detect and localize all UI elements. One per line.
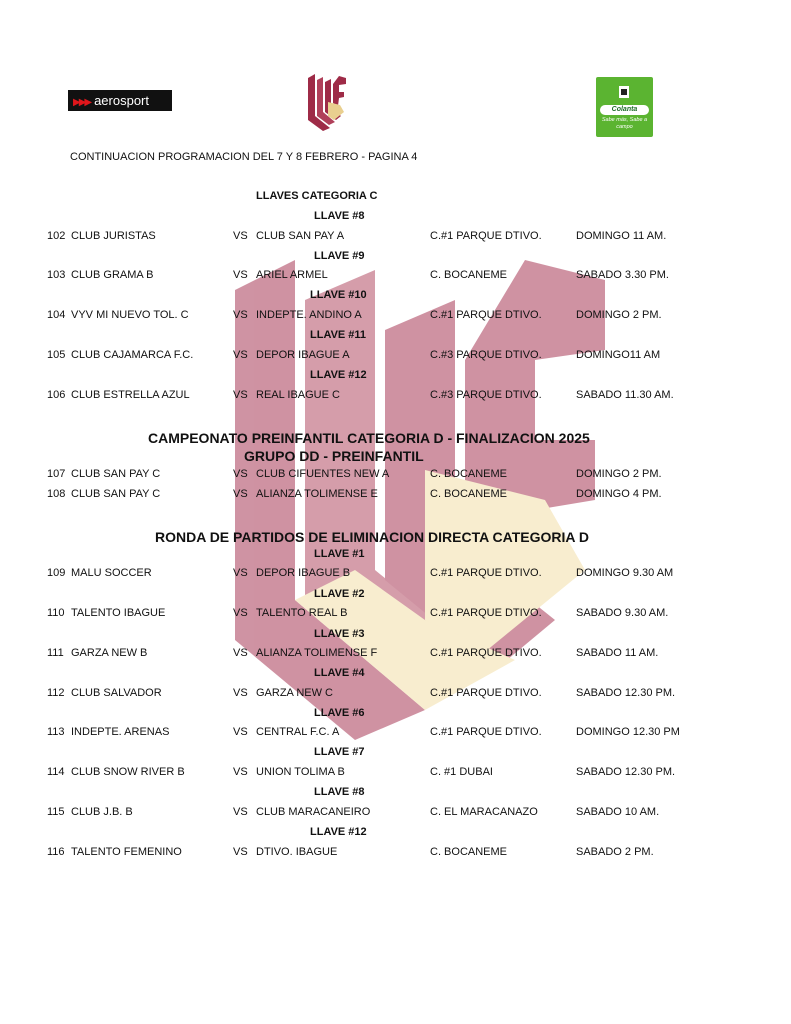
vs-label: VS <box>233 607 248 619</box>
vs-label: VS <box>233 687 248 699</box>
venue: C.#1 PARQUE DTIVO. <box>430 726 542 738</box>
match-time: SABADO 3.30 PM. <box>576 269 669 281</box>
match-time: SABADO 2 PM. <box>576 846 654 858</box>
match-number: 103 <box>47 269 66 281</box>
llave-label: LLAVE #8 <box>314 210 365 222</box>
venue: C.#3 PARQUE DTIVO. <box>430 349 542 361</box>
section2-subtitle: GRUPO DD - PREINFANTIL <box>244 448 424 464</box>
llave-label: LLAVE #2 <box>314 588 365 600</box>
match-number: 114 <box>47 766 65 778</box>
page-header-title: CONTINUACION PROGRAMACION DEL 7 Y 8 FEBRERO - PAGINA 4 <box>70 151 418 163</box>
home-team: TALENTO FEMENINO <box>71 846 182 858</box>
match-time: DOMINGO 2 PM. <box>576 468 662 480</box>
match-number: 112 <box>47 687 65 699</box>
away-team: CLUB SAN PAY A <box>256 230 345 242</box>
vs-label: VS <box>233 766 248 778</box>
away-team: DTIVO. IBAGUE <box>256 846 338 858</box>
venue: C. BOCANEME <box>430 269 508 281</box>
colanta-slogan: Sabe más, Sabe a campo <box>601 117 648 130</box>
home-team: CLUB SAN PAY C <box>71 488 161 500</box>
home-team: CLUB SAN PAY C <box>71 468 161 480</box>
home-team: CLUB CAJAMARCA F.C. <box>71 349 194 361</box>
match-number: 109 <box>47 567 66 579</box>
home-team: VYV MI NUEVO TOL. C <box>71 309 189 321</box>
match-number: 106 <box>47 389 66 401</box>
match-number: 104 <box>47 309 66 321</box>
match-time: SABADO 12.30 PM. <box>576 766 676 778</box>
match-number: 102 <box>47 230 66 242</box>
match-time: SABADO 10 AM. <box>576 806 660 818</box>
away-team: UNION TOLIMA B <box>256 766 345 778</box>
colanta-brand: Colanta <box>600 105 649 115</box>
away-team: REAL IBAGUE C <box>256 389 340 401</box>
vs-label: VS <box>233 230 248 242</box>
match-number: 110 <box>47 607 65 619</box>
venue: C. EL MARACANAZO <box>430 806 538 818</box>
vs-label: VS <box>233 309 248 321</box>
section2-title: CAMPEONATO PREINFANTIL CATEGORIA D - FINALIZACION 2025 <box>148 430 590 446</box>
llave-label: LLAVE #3 <box>314 628 365 640</box>
away-team: GARZA NEW C <box>256 687 334 699</box>
vs-label: VS <box>233 349 248 361</box>
away-team: CENTRAL F.C. A <box>256 726 340 738</box>
venue: C.#1 PARQUE DTIVO. <box>430 230 542 242</box>
llave-label: LLAVE #6 <box>314 707 365 719</box>
venue: C.#3 PARQUE DTIVO. <box>430 389 542 401</box>
match-time: DOMINGO 2 PM. <box>576 309 662 321</box>
away-team: DEPOR IBAGUE B <box>256 567 351 579</box>
home-team: CLUB SALVADOR <box>71 687 162 699</box>
away-team: CLUB MARACANEIRO <box>256 806 371 818</box>
vs-label: VS <box>233 647 248 659</box>
venue: C.#1 PARQUE DTIVO. <box>430 567 542 579</box>
match-number: 107 <box>47 468 66 480</box>
away-team: ALIANZA TOLIMENSE E <box>256 488 378 500</box>
match-number: 115 <box>47 806 65 818</box>
section3-title: RONDA DE PARTIDOS DE ELIMINACION DIRECTA CATEGORIA D <box>155 529 589 545</box>
venue: C.#1 PARQUE DTIVO. <box>430 687 542 699</box>
match-number: 105 <box>47 349 66 361</box>
vs-label: VS <box>233 488 248 500</box>
away-team: CLUB CIFUENTES NEW A <box>256 468 390 480</box>
llave-label: LLAVE #4 <box>314 667 365 679</box>
venue: C. BOCANEME <box>430 846 508 858</box>
match-number: 116 <box>47 846 65 858</box>
section1-title: LLAVES CATEGORIA C <box>256 190 378 202</box>
home-team: CLUB ESTRELLA AZUL <box>71 389 190 401</box>
home-team: TALENTO IBAGUE <box>71 607 166 619</box>
venue: C. BOCANEME <box>430 488 508 500</box>
llave-label: LLAVE #8 <box>314 786 365 798</box>
vs-label: VS <box>233 726 248 738</box>
llave-label: LLAVE #9 <box>314 250 365 262</box>
home-team: GARZA NEW B <box>71 647 148 659</box>
match-number: 111 <box>47 647 64 659</box>
match-time: DOMINGO 9.30 AM <box>576 567 674 579</box>
aerosport-logo-text: aerosport <box>94 93 149 108</box>
match-time: SABADO 11.30 AM. <box>576 389 674 401</box>
llave-label: LLAVE #1 <box>314 548 365 560</box>
home-team: INDEPTE. ARENAS <box>71 726 170 738</box>
away-team: ARIEL ARMEL <box>256 269 328 281</box>
match-time: SABADO 9.30 AM. <box>576 607 669 619</box>
match-time: DOMINGO 12.30 PM <box>576 726 680 738</box>
vs-label: VS <box>233 846 248 858</box>
match-time: DOMINGO 4 PM. <box>576 488 662 500</box>
vs-label: VS <box>233 468 248 480</box>
llave-label: LLAVE #7 <box>314 746 365 758</box>
vs-label: VS <box>233 389 248 401</box>
venue: C. #1 DUBAI <box>430 766 493 778</box>
match-time: SABADO 11 AM. <box>576 647 659 659</box>
llave-label: LLAVE #10 <box>310 289 367 301</box>
llave-label: LLAVE #11 <box>310 329 367 341</box>
away-team: TALENTO REAL B <box>256 607 348 619</box>
match-number: 113 <box>47 726 65 738</box>
away-team: DEPOR IBAGUE A <box>256 349 350 361</box>
away-team: ALIANZA TOLIMENSE F <box>256 647 378 659</box>
venue: C.#1 PARQUE DTIVO. <box>430 647 542 659</box>
match-time: SABADO 12.30 PM. <box>576 687 676 699</box>
vs-label: VS <box>233 567 248 579</box>
match-time: DOMINGO 11 AM. <box>576 230 667 242</box>
home-team: CLUB GRAMA B <box>71 269 154 281</box>
match-time: DOMINGO11 AM <box>576 349 661 361</box>
away-team: INDEPTE. ANDINO A <box>256 309 362 321</box>
home-team: MALU SOCCER <box>71 567 152 579</box>
fast-forward-icon: ▶▶▶ <box>73 97 91 108</box>
venue: C.#1 PARQUE DTIVO. <box>430 309 542 321</box>
vs-label: VS <box>233 269 248 281</box>
venue: C. BOCANEME <box>430 468 508 480</box>
home-team: CLUB SNOW RIVER B <box>71 766 185 778</box>
home-team: CLUB JURISTAS <box>71 230 156 242</box>
match-number: 108 <box>47 488 66 500</box>
venue: C.#1 PARQUE DTIVO. <box>430 607 542 619</box>
llave-label: LLAVE #12 <box>310 369 367 381</box>
llave-label: LLAVE #12 <box>310 826 367 838</box>
home-team: CLUB J.B. B <box>71 806 133 818</box>
vs-label: VS <box>233 806 248 818</box>
